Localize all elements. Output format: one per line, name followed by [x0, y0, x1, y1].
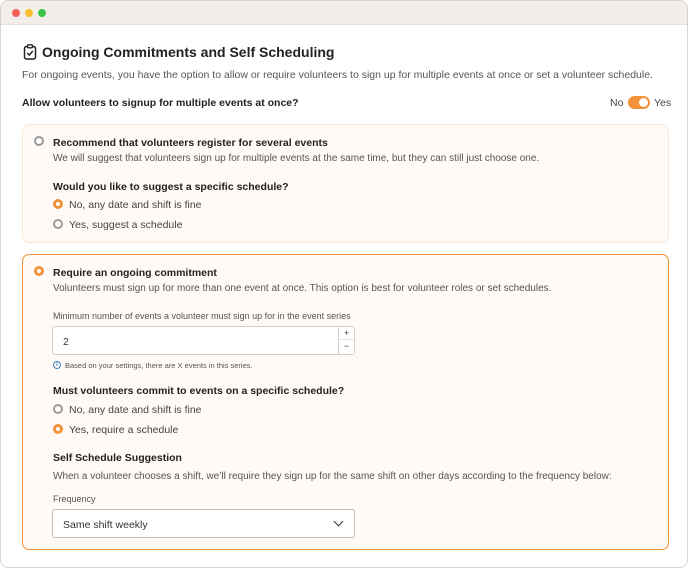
toggle-knob	[639, 98, 648, 107]
maximize-window-button[interactable]	[38, 9, 46, 17]
chevron-down-icon	[334, 517, 344, 527]
suggest-schedule-yes-label[interactable]: Yes, suggest a schedule	[69, 219, 183, 231]
suggest-schedule-question: Would you like to suggest a specific schedule?	[53, 181, 289, 193]
page-title: Ongoing Commitments and Self Scheduling	[42, 44, 335, 60]
page-description: For ongoing events, you have the option to allow or require volunteers to sign up for multiple events at once or set a volunteer schedule.	[22, 69, 653, 81]
require-option-card[interactable]	[22, 254, 669, 550]
self-schedule-title: Self Schedule Suggestion	[53, 452, 182, 464]
require-option-radio[interactable]	[34, 266, 44, 276]
clipboard-check-icon	[23, 44, 37, 60]
require-option-description: Volunteers must sign up for more than one event at once. This option is best for volunteer roles or set schedules.	[53, 283, 552, 294]
close-window-button[interactable]	[12, 9, 20, 17]
recommend-option-title: Recommend that volunteers register for several events	[53, 137, 328, 149]
toggle-on-label: Yes	[654, 97, 672, 109]
frequency-select[interactable]	[52, 509, 355, 538]
decrement-button[interactable]: −	[343, 341, 350, 351]
min-events-value: 2	[63, 336, 69, 348]
recommend-option-radio[interactable]	[34, 136, 44, 146]
multiple-events-question: Allow volunteers to signup for multiple events at once?	[22, 97, 299, 109]
suggest-schedule-no-radio[interactable]	[53, 199, 63, 209]
require-schedule-no-radio[interactable]	[53, 404, 63, 414]
frequency-value: Same shift weekly	[63, 519, 148, 531]
frequency-label: Frequency	[53, 494, 96, 504]
min-events-label: Minimum number of events a volunteer must sign up for in the event series	[53, 311, 351, 321]
recommend-option-description: We will suggest that volunteers sign up for multiple events at the same time, but they can still just choose one.	[53, 153, 540, 164]
toggle-off-label: No	[610, 97, 624, 109]
require-schedule-no-label[interactable]: No, any date and shift is fine	[69, 404, 202, 416]
require-option-title: Require an ongoing commitment	[53, 267, 217, 279]
require-schedule-question: Must volunteers commit to events on a specific schedule?	[53, 385, 345, 397]
require-schedule-yes-label[interactable]: Yes, require a schedule	[69, 424, 179, 436]
increment-button[interactable]: +	[339, 327, 354, 340]
info-icon: i	[53, 361, 61, 369]
self-schedule-description: When a volunteer chooses a shift, we’ll require they sign up for the same shift on other days according to the frequency below:	[53, 471, 612, 482]
require-schedule-yes-radio[interactable]	[53, 424, 63, 434]
events-count-note: Based on your settings, there are X events in this series.	[65, 361, 253, 370]
minimize-window-button[interactable]	[25, 9, 33, 17]
multiple-events-toggle[interactable]	[628, 96, 650, 109]
suggest-schedule-no-label[interactable]: No, any date and shift is fine	[69, 199, 202, 211]
min-events-input[interactable]	[52, 326, 355, 355]
window-titlebar	[1, 1, 687, 25]
suggest-schedule-yes-radio[interactable]	[53, 219, 63, 229]
min-events-stepper[interactable]	[338, 327, 354, 354]
